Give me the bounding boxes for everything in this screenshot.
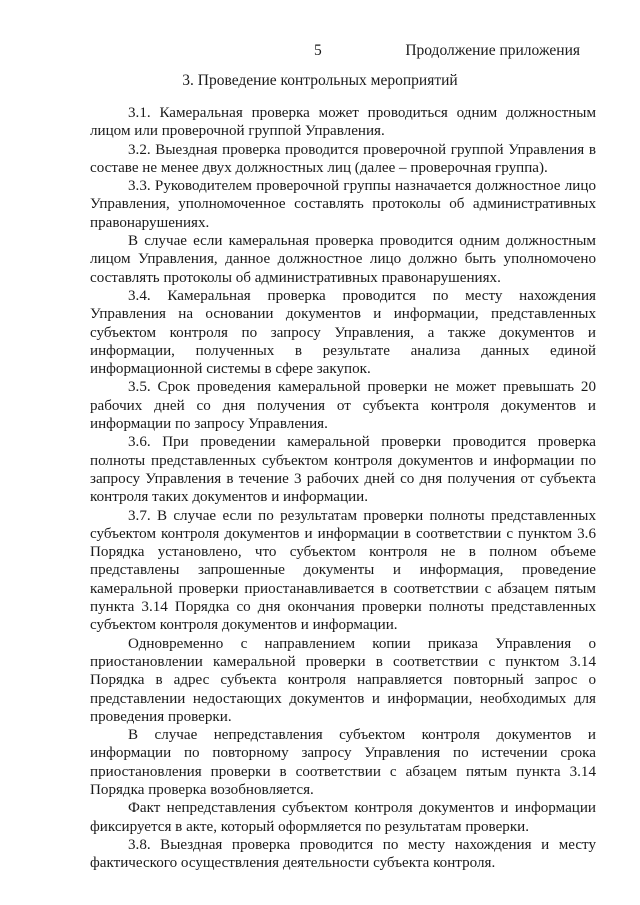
paragraph-3-7: 3.7. В случае если по результатам проверки полноты представленных субъектом контроля документов и информации в соответствии с пунктом 3.6 Порядка установлено, что субъектом контроля не в полном объеме представлены запрошенные документы и информация, проведение камеральной проверки приостанавливается в соответствии с абзацем пятым пункта 3.14 Порядка со дня окончания проверки полноты представленных субъектом контроля документов и информации. (90, 507, 596, 634)
paragraph-3-7-fact: Факт непредставления субъектом контроля документов и информации фиксируется в акте, который оформляется по результатам проверки. (90, 800, 596, 835)
paragraph-3-2: 3.2. Выездная проверка проводится проверочной группой Управления в составе не менее двух должностных лиц (далее – проверочная группа). (90, 141, 596, 176)
page-header (0, 42, 640, 62)
paragraph-3-3-note: В случае если камеральная проверка проводится одним должностным лицом Управления, данное должностное лицо должно быть уполномочено составлять протоколы об административных правонарушениях. (90, 233, 596, 286)
paragraph-3-3: 3.3. Руководителем проверочной группы назначается должностное лицо Управления, уполномоченное составлять протоколы об административных правонарушениях. (90, 178, 596, 231)
continuation-label: Продолжение приложения (405, 42, 580, 59)
page-number: 5 (314, 42, 322, 59)
document-body (90, 104, 596, 872)
paragraph-3-4: 3.4. Камеральная проверка проводится по месту нахождения Управления на основании документов и информации, представленных субъектом контроля по запросу Управления, а также документов и информации, полученных в результате анализа данных единой информационной системы в сфере закупок. (90, 287, 596, 378)
paragraph-3-1: 3.1. Камеральная проверка может проводиться одним должностным лицом или проверочной группой Управления. (90, 105, 596, 140)
paragraph-3-6: 3.6. При проведении камеральной проверки проводится проверка полноты представленных субъектом контроля документов и информации по запросу Управления в течение 3 рабочих дней со дня получения от субъекта контроля таких документов и информации. (90, 434, 596, 506)
paragraph-3-7-non-submission: В случае непредставления субъектом контроля документов и информации по повторному запросу Управления по истечении срока приостановления проверки в соответствии с абзацем пятым пункта 3.14 Порядка проверка возобновляется. (90, 727, 596, 798)
paragraph-3-5: 3.5. Срок проведения камеральной проверки не может превышать 20 рабочих дней со дня получения от субъекта контроля документов и информации по запросу Управления. (90, 379, 596, 433)
section-title: 3. Проведение контрольных мероприятий (182, 72, 458, 89)
paragraph-3-7-simultaneous: Одновременно с направлением копии приказа Управления о приостановлении камеральной проверки в соответствии с пунктом 3.14 Порядка в адрес субъекта контроля направляется повторный запрос о представлении недостающих документов и информации, необходимых для проведения проверки. (90, 635, 596, 725)
paragraph-3-8: 3.8. Выездная проверка проводится по месту нахождения и месту фактического осуществления деятельности субъекта контроля. (90, 836, 596, 872)
